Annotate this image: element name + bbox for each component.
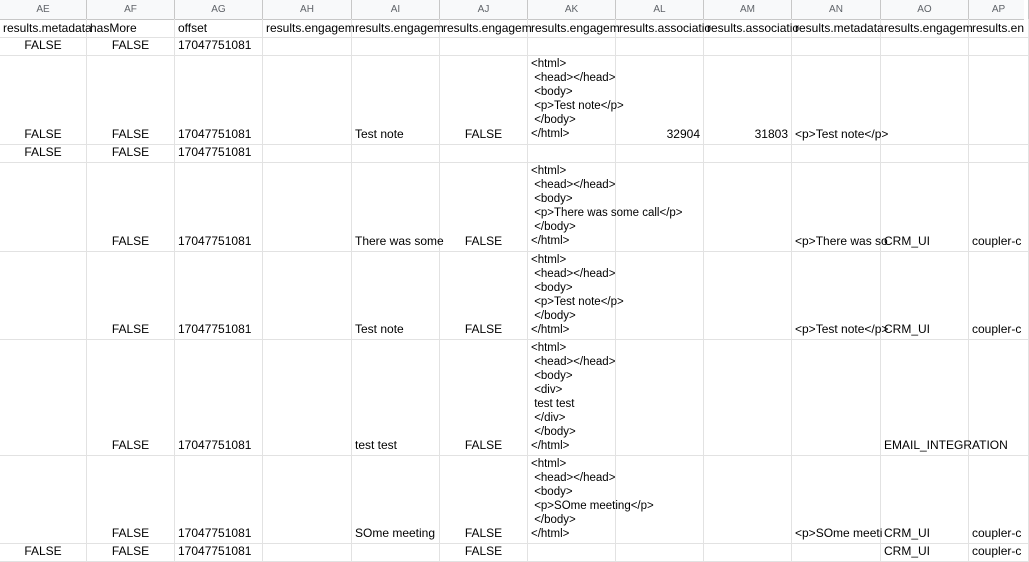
table-cell[interactable]: <html> <head></head> <body> <p>Test note</p> </body> </html> — [528, 56, 616, 145]
table-cell[interactable]: FALSE — [87, 252, 175, 340]
table-cell[interactable]: <html> <head></head> <body> <p>SOme meeting</p> </body> </html> — [528, 456, 616, 544]
table-cell[interactable]: 17047751081 — [175, 38, 263, 56]
table-cell[interactable] — [440, 145, 528, 163]
table-cell[interactable]: CRM_UI — [881, 252, 969, 340]
table-cell[interactable] — [792, 544, 881, 562]
table-cell[interactable] — [0, 340, 87, 456]
table-cell[interactable] — [616, 163, 704, 252]
header-cell[interactable]: results.associatio — [704, 19, 792, 38]
table-cell[interactable]: <p>There was so — [792, 163, 881, 252]
table-cell[interactable]: FALSE — [0, 56, 87, 145]
table-cell[interactable]: FALSE — [87, 38, 175, 56]
table-cell[interactable] — [263, 252, 352, 340]
table-cell[interactable]: <html> <head></head> <body> <p>Test note</p> </body> </html> — [528, 252, 616, 340]
header-cell[interactable]: hasMore — [87, 19, 175, 38]
table-cell[interactable]: <html> <head></head> <body> <div> test test </div> </body> </html> — [528, 340, 616, 456]
table-cell[interactable] — [528, 544, 616, 562]
column-header-ae[interactable]: AE — [0, 0, 87, 19]
column-header-row — [0, 0, 1024, 20]
header-cell[interactable]: results.metadata — [792, 19, 881, 38]
table-cell[interactable]: 17047751081 — [175, 145, 263, 163]
table-cell[interactable]: CRM_UI — [881, 456, 969, 544]
table-cell[interactable] — [969, 340, 1029, 456]
header-cell[interactable]: results.metadata — [0, 19, 87, 38]
table-cell[interactable]: FALSE — [87, 340, 175, 456]
table-row — [0, 252, 1024, 340]
column-header-an[interactable]: AN — [792, 0, 881, 19]
header-cell[interactable]: results.en — [969, 19, 1029, 38]
table-cell[interactable]: CRM_UI — [881, 163, 969, 252]
header-cell[interactable]: results.engagem — [881, 19, 969, 38]
table-cell[interactable] — [969, 56, 1029, 145]
table-cell[interactable] — [263, 456, 352, 544]
table-cell[interactable] — [704, 456, 792, 544]
table-cell[interactable]: 32904 — [616, 56, 704, 145]
table-cell[interactable] — [263, 38, 352, 56]
table-cell[interactable]: coupler-c — [969, 544, 1029, 562]
table-cell[interactable]: <p>Test note</p> — [792, 56, 881, 145]
table-cell[interactable]: FALSE — [87, 163, 175, 252]
table-cell[interactable] — [704, 38, 792, 56]
table-cell[interactable] — [704, 340, 792, 456]
table-cell[interactable] — [352, 544, 440, 562]
table-cell[interactable] — [616, 145, 704, 163]
table-cell[interactable] — [704, 145, 792, 163]
table-row — [0, 145, 1024, 163]
table-cell[interactable]: 17047751081 — [175, 544, 263, 562]
header-cell[interactable]: results.engagem — [263, 19, 352, 38]
table-cell[interactable] — [528, 145, 616, 163]
column-header-ap[interactable]: AP — [969, 0, 1029, 19]
table-cell[interactable] — [352, 145, 440, 163]
column-header-ag[interactable]: AG — [175, 0, 263, 19]
table-cell[interactable]: FALSE — [440, 544, 528, 562]
table-cell[interactable]: <html> <head></head> <body> <p>There was some call</p> </body> </html> — [528, 163, 616, 252]
table-cell[interactable] — [0, 252, 87, 340]
table-cell[interactable] — [616, 252, 704, 340]
table-cell[interactable] — [0, 456, 87, 544]
table-cell[interactable]: 17047751081 — [175, 56, 263, 145]
table-cell[interactable]: test test — [352, 340, 440, 456]
table-cell[interactable]: <p>Test note</p> — [792, 252, 881, 340]
table-cell[interactable]: FALSE — [0, 544, 87, 562]
table-cell[interactable] — [616, 340, 704, 456]
header-cell[interactable]: offset — [175, 19, 263, 38]
table-cell[interactable]: FALSE — [87, 544, 175, 562]
table-cell[interactable] — [616, 544, 704, 562]
table-row — [0, 163, 1024, 252]
table-cell[interactable]: FALSE — [87, 56, 175, 145]
column-header-ak[interactable]: AK — [528, 0, 616, 19]
table-cell[interactable] — [881, 56, 969, 145]
table-cell[interactable] — [0, 163, 87, 252]
table-cell[interactable] — [263, 544, 352, 562]
table-cell[interactable] — [263, 340, 352, 456]
table-cell[interactable] — [263, 56, 352, 145]
table-cell[interactable] — [616, 456, 704, 544]
column-header-al[interactable]: AL — [616, 0, 704, 19]
table-cell[interactable] — [440, 38, 528, 56]
table-cell[interactable]: 17047751081 — [175, 252, 263, 340]
table-cell[interactable] — [969, 38, 1029, 56]
table-cell[interactable]: 17047751081 — [175, 163, 263, 252]
table-cell[interactable] — [792, 38, 881, 56]
table-cell[interactable] — [528, 38, 616, 56]
table-cell[interactable]: FALSE — [0, 145, 87, 163]
table-cell[interactable] — [704, 544, 792, 562]
table-cell[interactable]: FALSE — [0, 38, 87, 56]
table-cell[interactable]: 17047751081 — [175, 456, 263, 544]
table-cell[interactable]: FALSE — [440, 56, 528, 145]
header-row — [0, 19, 1024, 38]
table-cell[interactable]: EMAIL_INTEGRATION — [881, 340, 969, 456]
column-header-ai[interactable]: AI — [352, 0, 440, 19]
table-cell[interactable]: FALSE — [440, 252, 528, 340]
table-cell[interactable]: 31803 — [704, 56, 792, 145]
table-cell[interactable] — [704, 163, 792, 252]
table-row — [0, 544, 1024, 562]
table-cell[interactable]: FALSE — [87, 456, 175, 544]
column-header-af[interactable]: AF — [87, 0, 175, 19]
table-cell[interactable]: FALSE — [440, 340, 528, 456]
table-cell[interactable]: There was some — [352, 163, 440, 252]
table-row — [0, 38, 1024, 56]
table-cell[interactable]: <p>SOme meeti — [792, 456, 881, 544]
table-cell[interactable] — [263, 163, 352, 252]
table-cell[interactable]: FALSE — [87, 145, 175, 163]
table-cell[interactable] — [792, 145, 881, 163]
column-header-am[interactable]: AM — [704, 0, 792, 19]
header-cell[interactable]: results.engagem — [440, 19, 528, 38]
table-cell[interactable]: coupler-c — [969, 456, 1029, 544]
table-cell[interactable] — [704, 252, 792, 340]
table-cell[interactable]: coupler-c — [969, 163, 1029, 252]
header-cell[interactable]: results.associatio — [616, 19, 704, 38]
table-cell[interactable]: FALSE — [440, 163, 528, 252]
header-cell[interactable]: results.engagem — [352, 19, 440, 38]
table-cell[interactable] — [881, 145, 969, 163]
table-cell[interactable] — [881, 38, 969, 56]
column-header-aj[interactable]: AJ — [440, 0, 528, 19]
table-row — [0, 456, 1024, 544]
table-row — [0, 56, 1024, 145]
table-cell[interactable]: FALSE — [440, 456, 528, 544]
table-row — [0, 340, 1024, 456]
table-cell[interactable] — [263, 145, 352, 163]
table-cell[interactable]: 17047751081 — [175, 340, 263, 456]
column-header-ah[interactable]: AH — [263, 0, 352, 19]
table-cell[interactable]: coupler-c — [969, 252, 1029, 340]
table-cell[interactable]: CRM_UI — [881, 544, 969, 562]
table-cell[interactable]: SOme meeting — [352, 456, 440, 544]
table-cell[interactable] — [969, 145, 1029, 163]
table-cell[interactable] — [792, 340, 881, 456]
table-cell[interactable] — [616, 38, 704, 56]
header-cell[interactable]: results.engagem — [528, 19, 616, 38]
table-cell[interactable]: Test note — [352, 56, 440, 145]
column-header-ao[interactable]: AO — [881, 0, 969, 19]
table-cell[interactable]: Test note — [352, 252, 440, 340]
table-cell[interactable] — [352, 38, 440, 56]
